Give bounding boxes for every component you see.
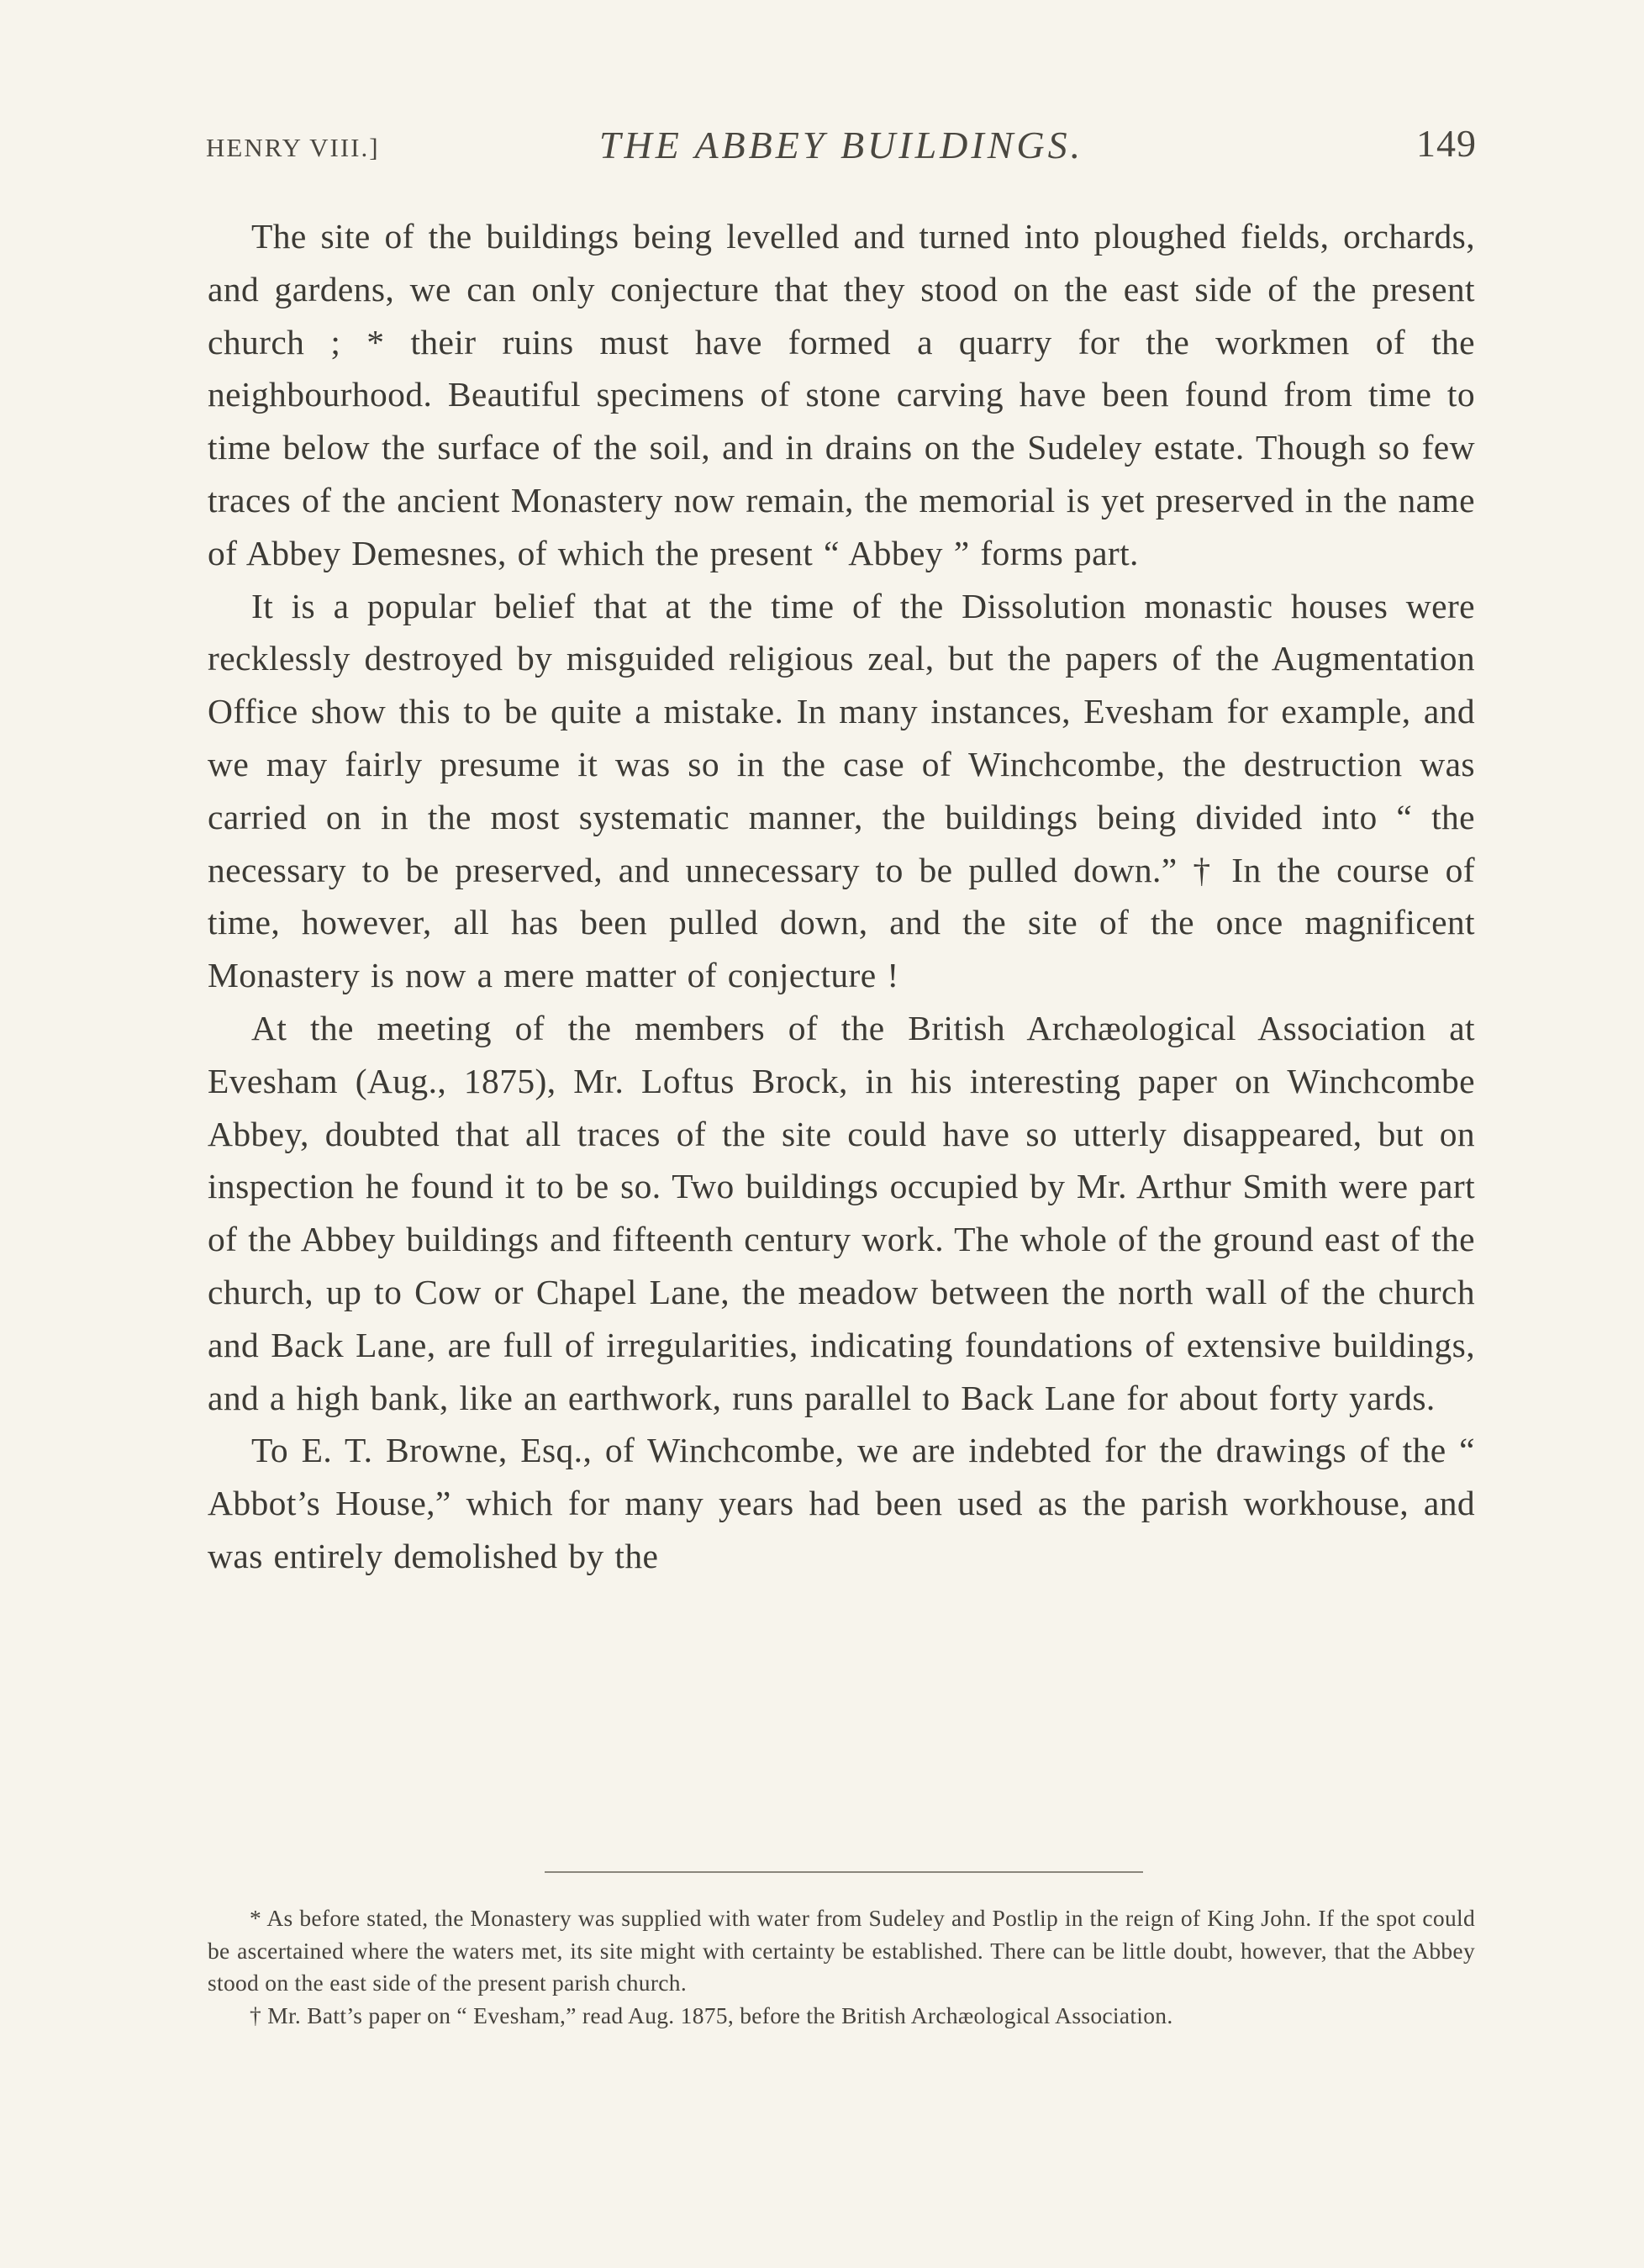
running-head-reign: HENRY VIII.] [206, 133, 380, 162]
paragraph-2: It is a popular belief that at the time of the Dissolution monastic houses were recklessly destroyed by misguided religious zeal, but the papers of the Augmentation Office show this to be quite a mistake. In many instances, Evesham for example, and we may fairly presume it was so in the case of Winchcombe, the destruction was carried on in the most systematic manner, the buildings being divided into “ the necessary to be preserved, and unnecessary to be pulled down.” † In the course of time, however, all has been pulled down, and the site of the once magnificent Monastery is now a mere matter of conjecture ! [208, 586, 1475, 995]
page-number: 149 [1416, 122, 1477, 165]
running-head [206, 116, 1477, 175]
footnote-dagger: † Mr. Batt’s paper on “ Evesham,” read Aug. 1875, before the British Archæological Association. [250, 2002, 1173, 2028]
paragraph-4: To E. T. Browne, Esq., of Winchcombe, we are indebted for the drawings of the “ Abbot’s House,” which for many years had been used as the parish workhouse, and was entirely demolished by the [208, 1431, 1475, 1575]
footnote-asterisk: * As before stated, the Monastery was supplied with water from Sudeley and Postlip in the reign of King John. If the spot could be ascertained where the waters met, its site might with certainty be established. There can be little doubt, however, that the Abbey stood on the east side of the present parish church. [208, 1905, 1475, 1996]
footnote-rule [545, 1871, 1143, 1873]
running-head-title: THE ABBEY BUILDINGS. [598, 124, 1084, 166]
paragraph-1: The site of the buildings being levelled and turned into ploughed fields, orchards, and gardens, we can only conjecture that they stood on the east side of the present church ; * their ruins must have formed a quarry for the workmen of the neighbourhood. Beautiful specimens of stone carving have been found from time to time below the surface of the soil, and in drains on the Sudeley estate. Though so few traces of the ancient Monastery now remain, the memorial is yet preserved in the name of Abbey Demesnes, of which the present “ Abbey ” forms part. [208, 217, 1475, 572]
footnotes [208, 1902, 1475, 2032]
body-text [208, 210, 1475, 1583]
paragraph-3: At the meeting of the members of the British Archæological Association at Evesham (Aug., 1875), Mr. Loftus Brock, in his interesting paper on Winchcombe Abbey, doubted that all traces of the site could have so utterly disappeared, but on inspection he found it to be so. Two buildings occupied by Mr. Arthur Smith were part of the Abbey buildings and fifteenth century work. The whole of the ground east of the church, up to Cow or Chapel Lane, the meadow between the north wall of the church and Back Lane, are full of irregularities, indicating foundations of extensive buildings, and a high bank, like an earthwork, runs parallel to Back Lane for about forty yards. [208, 1008, 1475, 1417]
